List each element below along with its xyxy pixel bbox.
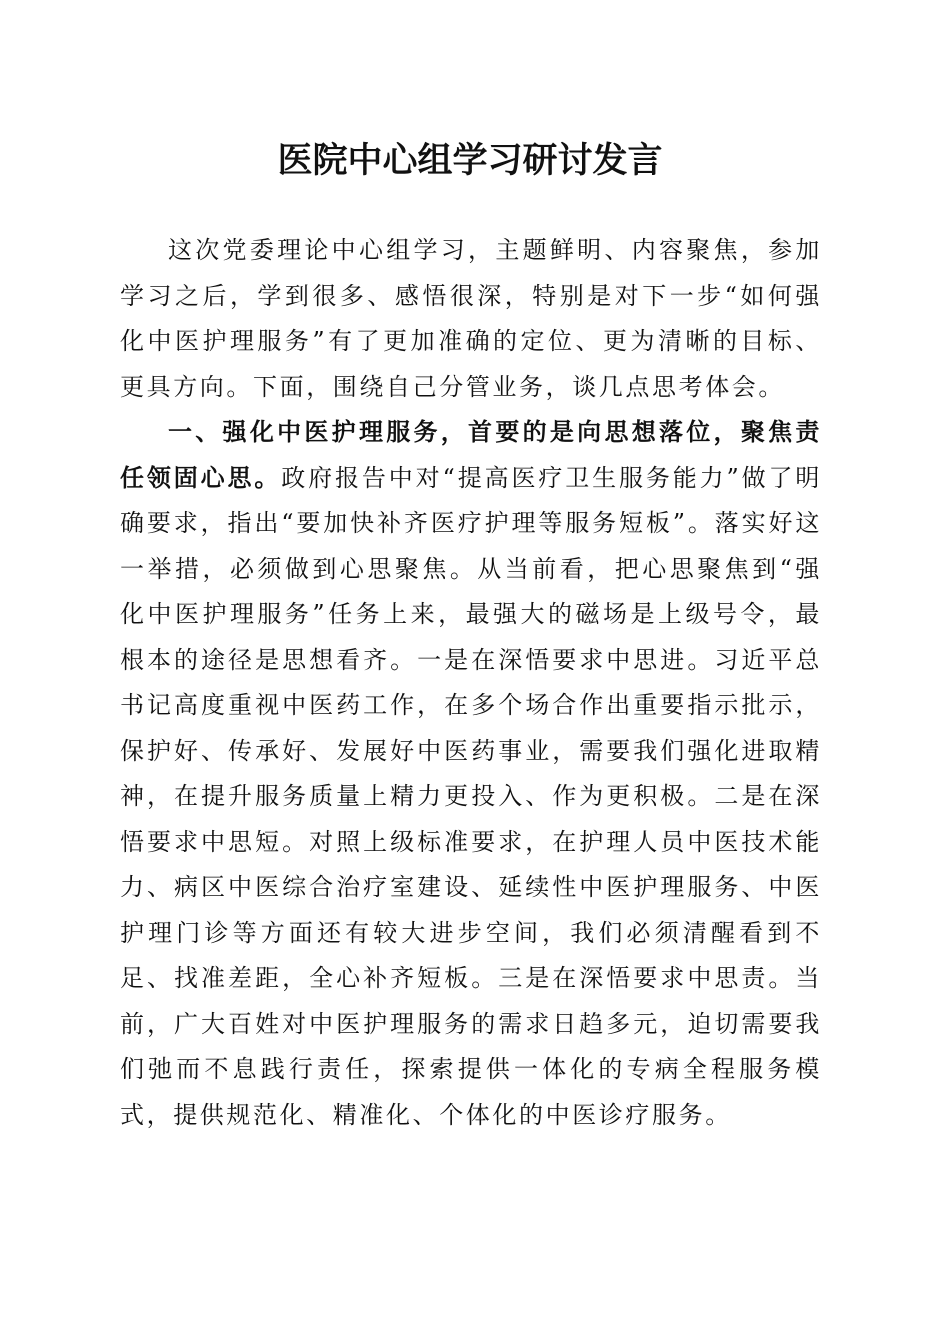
document-title: 医院中心组学习研讨发言 <box>277 140 663 181</box>
section-one-text: 政府报告中对“提高医疗卫生服务能力”做了明确要求，指出“要加快补齐医疗护理等服务短板”。落实好这一举措，必须做到心思聚焦。从当前看，把心思聚焦到“强化中医护理服务”任务上来，最强大的磁场是上级号令，最根本的途径是思想看齐。一是在深悟要求中思进。习近平总书记高度重视中医药工作，在多个场合作出重要指示批示，保护好、传承好、发展好中医药事业，需要我们强化进取精神，在提升服务质量上精力更投入、作为更积极。二是在深悟要求中思短。对照上级标准要求，在护理人员中医技术能力、病区中医综合治疗室建设、延续性中医护理服务、中医护理门诊等方面还有较大进步空间，我们必须清醒看到不足、找准差距，全心补齐短板。三是在深悟要求中思责。当前，广大百姓对中医护理服务的需求日趋多元，迫切需要我们弛而不息践行责任，探索提供一体化的专病全程服务模式，提供规范化、精准化、个体化的中医诊疗服务。 <box>120 463 822 1129</box>
paragraph-intro-text: 这次党委理论中心组学习，主题鲜明、内容聚焦，参加学习之后，学到很多、感悟很深，特别是对下一步“如何强化中医护理服务”有了更加准确的定位、更为清晰的目标、更具方向。下面，围绕自己分管业务，谈几点思考体会。 <box>120 236 822 401</box>
paragraph-intro <box>120 228 822 410</box>
document-body <box>120 228 822 1138</box>
section-one-heading: 一、强化中医护理服务，首要的是向思想落位，聚焦责任领固心思。 <box>120 418 822 492</box>
paragraph-section-one <box>120 410 822 1138</box>
